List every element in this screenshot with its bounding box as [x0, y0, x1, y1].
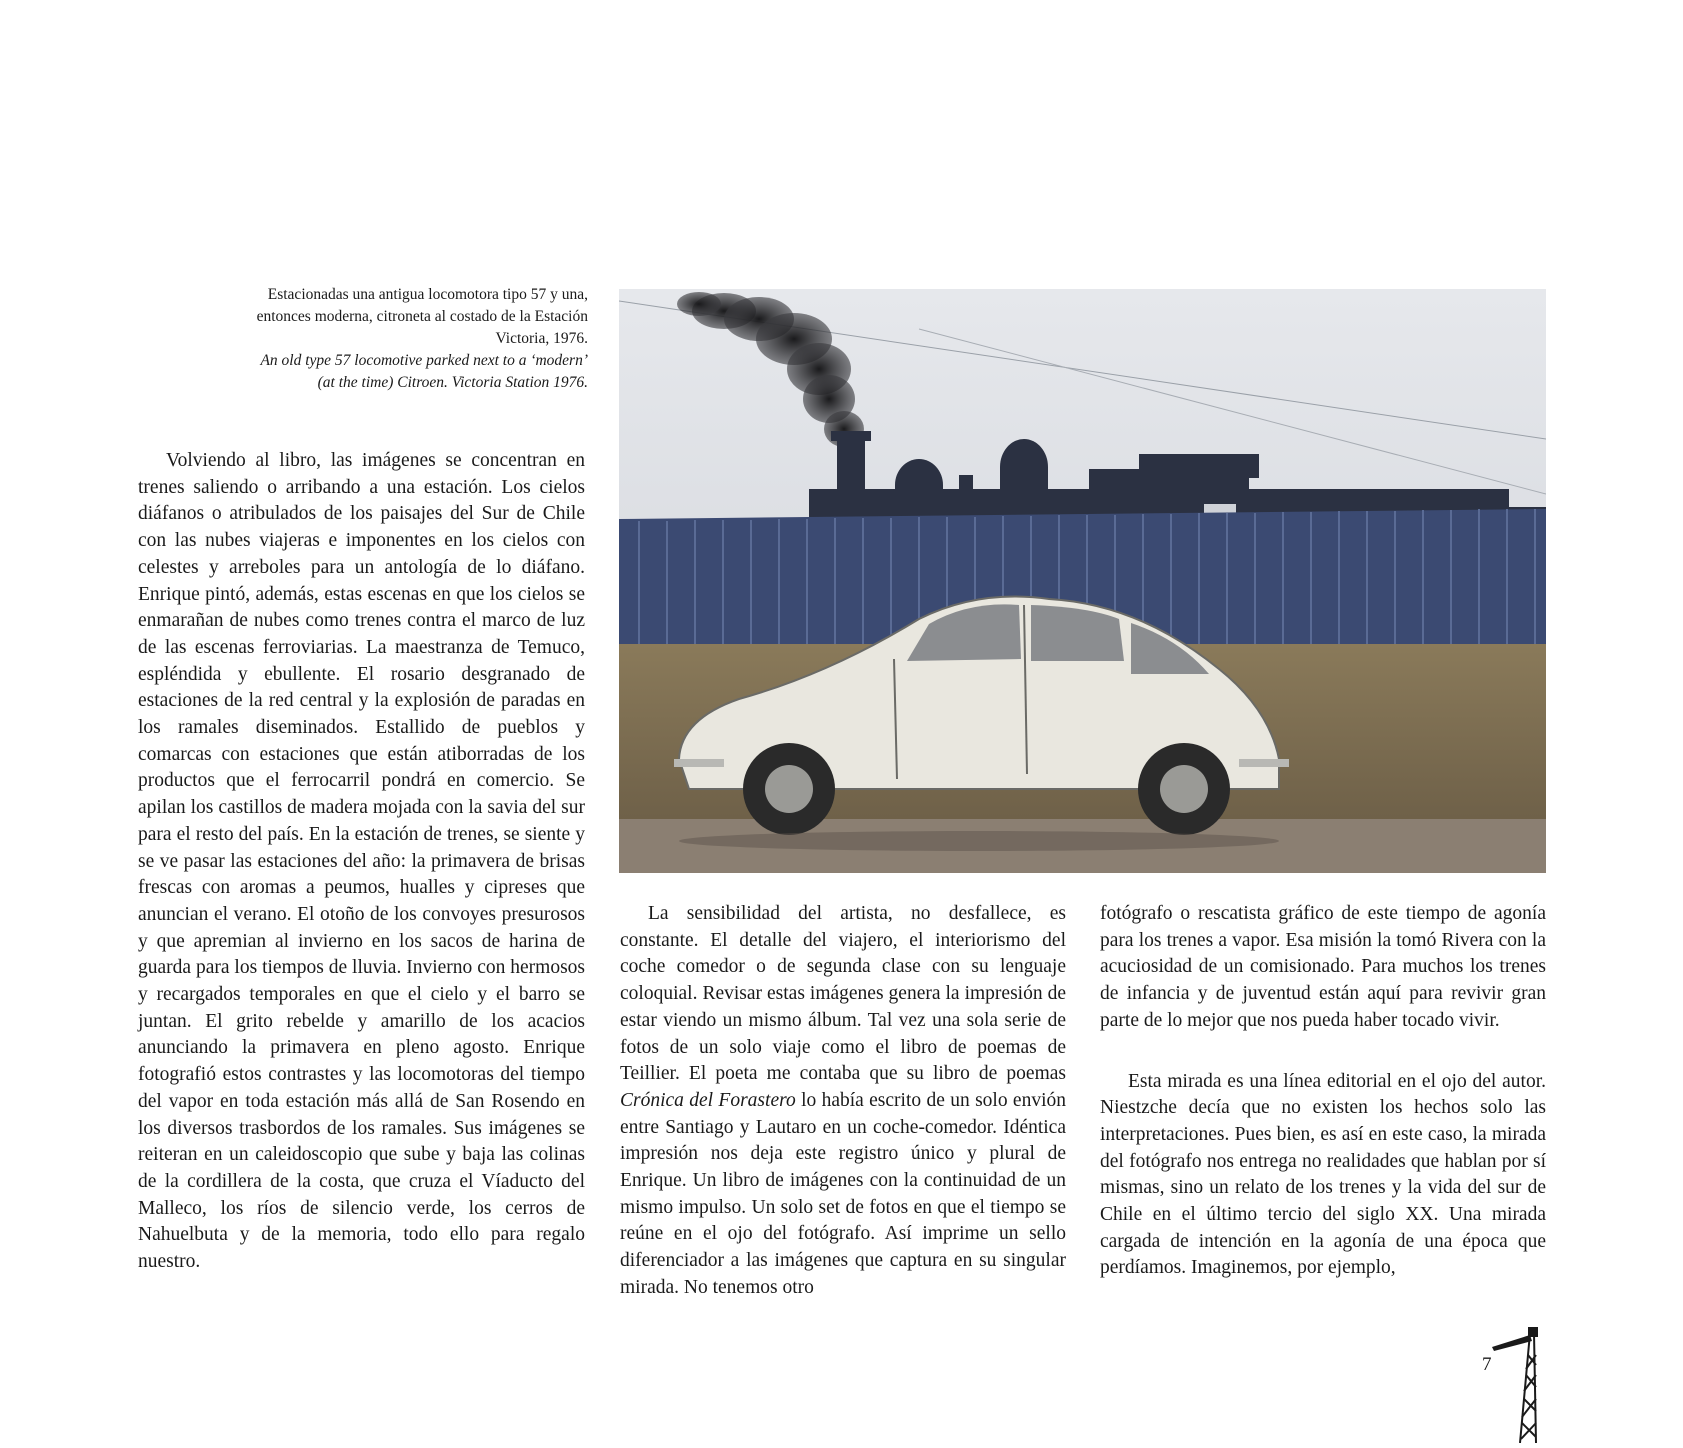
page-number: 7 [1482, 1354, 1492, 1375]
paragraph: Esta mirada es una línea editorial en el ojo del autor. Niestzche decía que no existen los hechos solo las interpretaciones. Pues bien, es así en este caso, la mirada del fotógrafo nos entrega no realidades que hablan por sí mismas, sino un relato de los trenes y la vida del sur de Chile en el último tercio del siglo XX. Una mirada cargada de intención en la agonía de una época que perdíamos. Imaginemos, por ejemplo, [1100, 1070, 1546, 1279]
text-column-3 [1100, 901, 1546, 1282]
paragraph: Volviendo al libro, las imágenes se concentran en trenes saliendo o arribando a una estación. Los cielos diáfanos o atribulados de los paisajes del Sur de Chile con las nubes viajeras e imponentes en los cielos con celestes y arreboles para un antología de lo diáfano. Enrique pintó, además, estas escenas en que los cielos se enmarañan de nubes como trenes contra el marco de luz de las escenas ferroviarias. La maestranza de Temuco, espléndida y ebullente. El rosario desgranado de estaciones de la red central y la explosión de paradas en los ramales diseminados. Estallido de pueblos y comarcas con estaciones que están atiborradas de los productos que el ferrocarril pondrá en comercio. Se apilan los castillos de madera mojada con la savia del sur para el resto del país. En la estación de trenes, se siente y se ve pasar las estaciones del año: la primavera de brisas frescas con aromas a peumos, hualles y cipreses que anuncian el verano. El otoño de los convoyes presurosos y que apremian al invierno en los sacos de harina de guarda para los tiempos de lluvia. Invierno con hermosos y recargados temporales en que el cielo y el barro se juntan. El grito rebelde y amarillo de los acacios anunciando la primavera en pleno agosto. Enrique fotografió estos contrastes y las locomotoras del tiempo del vapor en toda estación más allá de San Rosendo en los diversos trasbordos de los ramales. Sus imágenes se reiteran en un caleidoscopio que sube y baja las colinas de la cordillera de la costa, que cruza el Víaducto del Malleco, los ríos de silencio verde, los cerros de Nahuelbuta y de la memoria, todo ello para regalo nuestro. [138, 450, 585, 1273]
caption-english [140, 350, 588, 394]
photograph-locomotive-citroen [619, 289, 1546, 873]
caption-en-line-1: An old type 57 locomotive parked next to a ‘modern’ [260, 352, 588, 369]
paragraph-text-after: lo había escrito de un solo envión entre Santiago y Lautaro en un coche-comedor. Idéntica impresión nos deja este registro único y plural de Enrique. Un libro de imágenes con la continuidad de un mismo impulso. Un solo set de fotos en que el tiempo se reúne en el ojo del fotógrafo. Así imprime un sello diferenciador a las imágenes que captura en su singular mirada. No tenemos otro [620, 1089, 1066, 1298]
paragraph [620, 901, 1066, 1302]
caption-es-line-1: Estacionadas una antigua locomotora tipo 57 y una, [267, 286, 588, 303]
paragraph-text-before: La sensibilidad del artista, no desfallece, es constante. El detalle del viajero, el interiorismo del coche comedor o de segunda clase con su lenguaje coloquial. Revisar estas imágenes genera la impresión de estar viendo un mismo álbum. Tal vez una sola serie de fotos de un solo viaje como el libro de poemas de Teillier. El poeta me contaba que su libro de poemas [620, 903, 1066, 1085]
caption-en-line-2: (at the time) Citroen. Victoria Station 1976. [317, 374, 588, 391]
caption-es-line-3: Victoria, 1976. [495, 330, 588, 347]
paragraph: fotógrafo o rescatista gráfico de este tiempo de agonía para los trenes a vapor. Esa misión la tomó Rivera con la acuciosidad de un comisionado. Para muchos los trenes de infancia y de juventud están aquí para revivir gran parte de lo mejor que nos pueda haber tocado vivir. [1100, 903, 1546, 1031]
caption-es-line-2: entonces moderna, citroneta al costado de la Estación [256, 308, 588, 325]
book-title-italic: Crónica del Forastero [620, 1089, 796, 1111]
text-column-2 [620, 901, 1066, 1302]
text-column-1 [138, 448, 585, 1276]
caption-spanish [140, 284, 588, 350]
railway-signal-icon [1490, 1325, 1550, 1443]
photo-caption [140, 284, 588, 394]
